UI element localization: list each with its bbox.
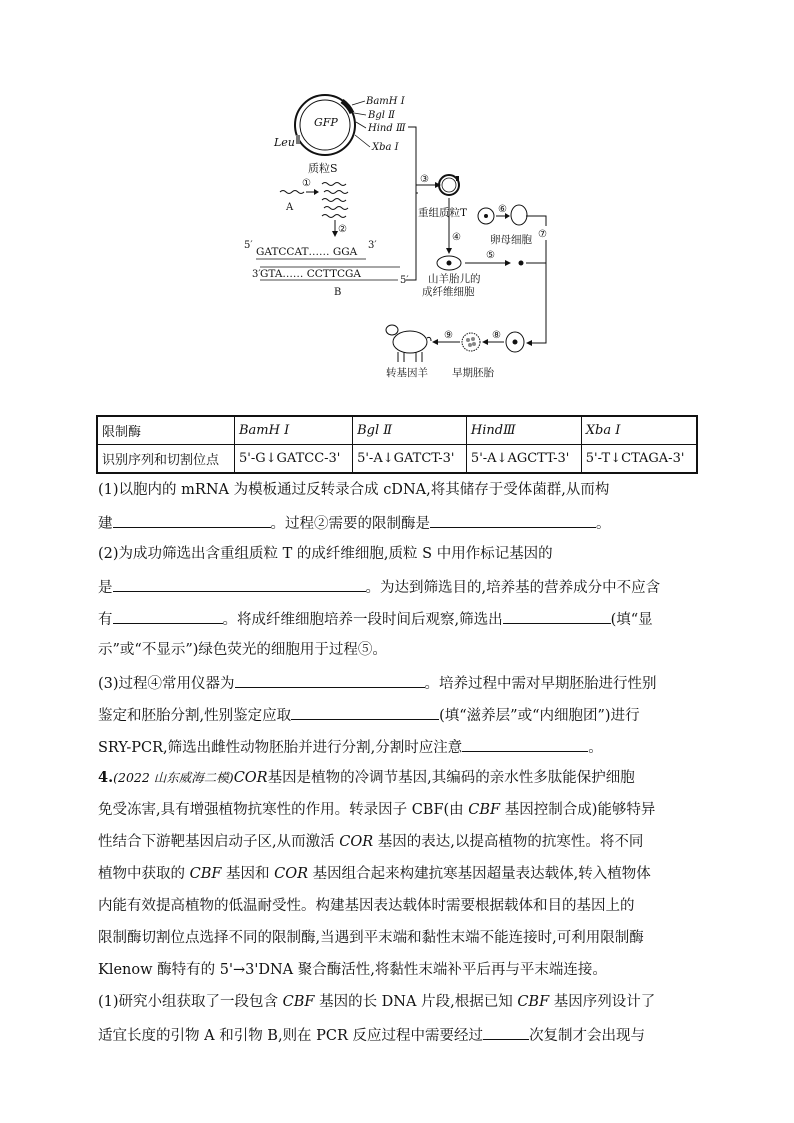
- question-4-line-1: 4.(2022 山东威海二模)COR基因是植物的冷调节基因,其编码的亲水性多肽能保护细胞: [98, 769, 635, 786]
- egg-label: 卵母细胞: [490, 234, 532, 246]
- question-3-line-3: SRY-PCR,筛选出雌性动物胚胎并进行分割,分割时应注意 。: [98, 736, 603, 758]
- question-4-line-7: Klenow 酶特有的 5'→3'DNA 聚合酶活性,将黏性末端补平后再与平末端连接。: [98, 962, 607, 978]
- goat-icon: [386, 325, 431, 362]
- question-3-line-2: 鉴定和胚胎分割,性别鉴定应取 (填“滋养层”或“内细胞团”)进行: [98, 704, 640, 726]
- seq-bottom-3: 3′: [252, 269, 261, 280]
- question-4-1-line-1: (1)研究小组获取了一段包含 CBF 基因的长 DNA 片段,根据已知 CBF 基因序列设计了: [98, 994, 656, 1010]
- recombinant-plasmid-t: [439, 175, 459, 195]
- table-cell: 识别序列和切割位点: [97, 445, 235, 474]
- question-4-line-5: 内能有效提高植物的低温耐受性。构建基因表达载体时需要根据载体和目的基因上的: [98, 898, 635, 914]
- step-2-label: ②: [338, 224, 347, 235]
- step-5-label: ⑤: [486, 250, 495, 261]
- table-row: [97, 445, 697, 474]
- table-cell: Xba Ⅰ: [581, 416, 697, 445]
- step-1-label: ①: [302, 178, 311, 189]
- enucleated-egg: [511, 205, 527, 225]
- cdna-library: [322, 183, 348, 218]
- question-2-line-3: 有 。将成纤维细胞培养一段时间后观察,筛选出 (填“显: [98, 608, 653, 630]
- answer-blank[interactable]: [503, 608, 611, 624]
- answer-blank[interactable]: [291, 704, 439, 720]
- mrna-a-label: A: [286, 202, 294, 213]
- bamhi-label: BamH Ⅰ: [366, 96, 405, 107]
- seq-bottom: GTA…… CCTTCGA: [260, 268, 362, 280]
- table-row: [97, 416, 697, 445]
- question-4-line-4: 植物中获取的 CBF 基因和 COR 基因组合起来构建抗寒基因超量表达载体,转入植物体: [98, 866, 651, 882]
- goat-label: 转基因羊: [386, 367, 428, 379]
- fibroblast-label-2: 成纤维细胞: [422, 286, 475, 298]
- seq-bottom-5: 5′: [400, 275, 409, 286]
- embryo-label: 早期胚胎: [452, 367, 494, 379]
- seq-top-3: 3′: [368, 240, 377, 251]
- answer-blank[interactable]: [462, 736, 588, 752]
- egg-cell: [478, 208, 494, 224]
- table-cell: Bgl Ⅱ: [353, 416, 467, 445]
- answer-blank[interactable]: [113, 576, 366, 592]
- table-cell: 5'-G↓GATCC-3': [235, 445, 353, 474]
- step-7-label: ⑦: [538, 229, 547, 240]
- question-1-line-1: (1)以胞内的 mRNA 为模板通过反转录合成 cDNA,将其储存于受体菌群,从而构: [98, 482, 610, 498]
- answer-blank[interactable]: [113, 608, 223, 624]
- answer-blank[interactable]: [430, 512, 596, 528]
- table-cell: HindⅢ: [466, 416, 581, 445]
- answer-blank[interactable]: [113, 512, 271, 528]
- question-4-1-line-2: 适宜长度的引物 A 和引物 B,则在 PCR 反应过程中需要经过 次复制才会出现与: [98, 1024, 645, 1046]
- step-6-label: ⑥: [498, 204, 507, 215]
- bglii-label: Bgl Ⅱ: [368, 110, 395, 121]
- table-cell: 5'-A↓GATCT-3': [353, 445, 467, 474]
- step-4-label: ④: [452, 232, 461, 243]
- table-cell: 限制酶: [97, 416, 235, 445]
- table-cell: 5'-A↓AGCTT-3': [466, 445, 581, 474]
- step-3-label: ③: [420, 174, 429, 185]
- xbai-label: Xba Ⅰ: [372, 142, 399, 153]
- question-1-line-2: 建 。过程②需要的限制酶是 。: [98, 512, 611, 534]
- question-2-line-4: 示”或“不显示”)绿色荧光的细胞用于过程⑤。: [98, 642, 387, 658]
- restriction-enzyme-table: [96, 415, 698, 474]
- table-cell: BamH Ⅰ: [235, 416, 353, 445]
- question-4-line-3: 性结合下游靶基因启动子区,从而激活 COR 基因的表达,以提高植物的抗寒性。将不同: [98, 834, 644, 850]
- question-2-line-1: (2)为成功筛选出含重组质粒 T 的成纤维细胞,质粒 S 中用作标记基因的: [98, 546, 553, 562]
- step-8-label: ⑧: [492, 330, 501, 341]
- answer-blank[interactable]: [235, 672, 425, 688]
- seq-top-5: 5′: [244, 240, 253, 251]
- hindiii-label: Hind Ⅲ: [368, 123, 406, 134]
- question-3-line-1: (3)过程④常用仪器为 。培养过程中需对早期胚胎进行性别: [98, 672, 657, 694]
- gfp-label: GFP: [314, 116, 338, 129]
- seq-top: GATCCAT…… GGA: [256, 246, 358, 258]
- dna-b-label: B: [334, 287, 342, 298]
- question-4-line-6: 限制酶切割位点选择不同的限制酶,当遇到平末端和黏性末端不能连接时,可利用限制酶: [98, 930, 644, 946]
- question-2-line-2: 是 。为达到筛选目的,培养基的营养成分中不应含: [98, 576, 660, 598]
- fibroblast-label-1: 山羊胎儿的: [428, 273, 481, 285]
- nucleus-dot: [519, 261, 524, 266]
- early-embryo: [462, 333, 480, 351]
- answer-blank[interactable]: [483, 1024, 529, 1040]
- plasmid-s-label: 质粒S: [308, 162, 338, 175]
- table-cell: 5'-T↓CTAGA-3': [581, 445, 697, 474]
- genetic-engineering-diagram: [230, 80, 570, 380]
- leu-label: Leu: [274, 136, 295, 149]
- step-9-label: ⑨: [444, 330, 453, 341]
- question-4-line-2: 免受冻害,具有增强植物抗寒性的作用。转录因子 CBF(由 CBF 基因控制合成)能够特异: [98, 802, 656, 818]
- recombinant-label: 重组质粒T: [418, 207, 468, 219]
